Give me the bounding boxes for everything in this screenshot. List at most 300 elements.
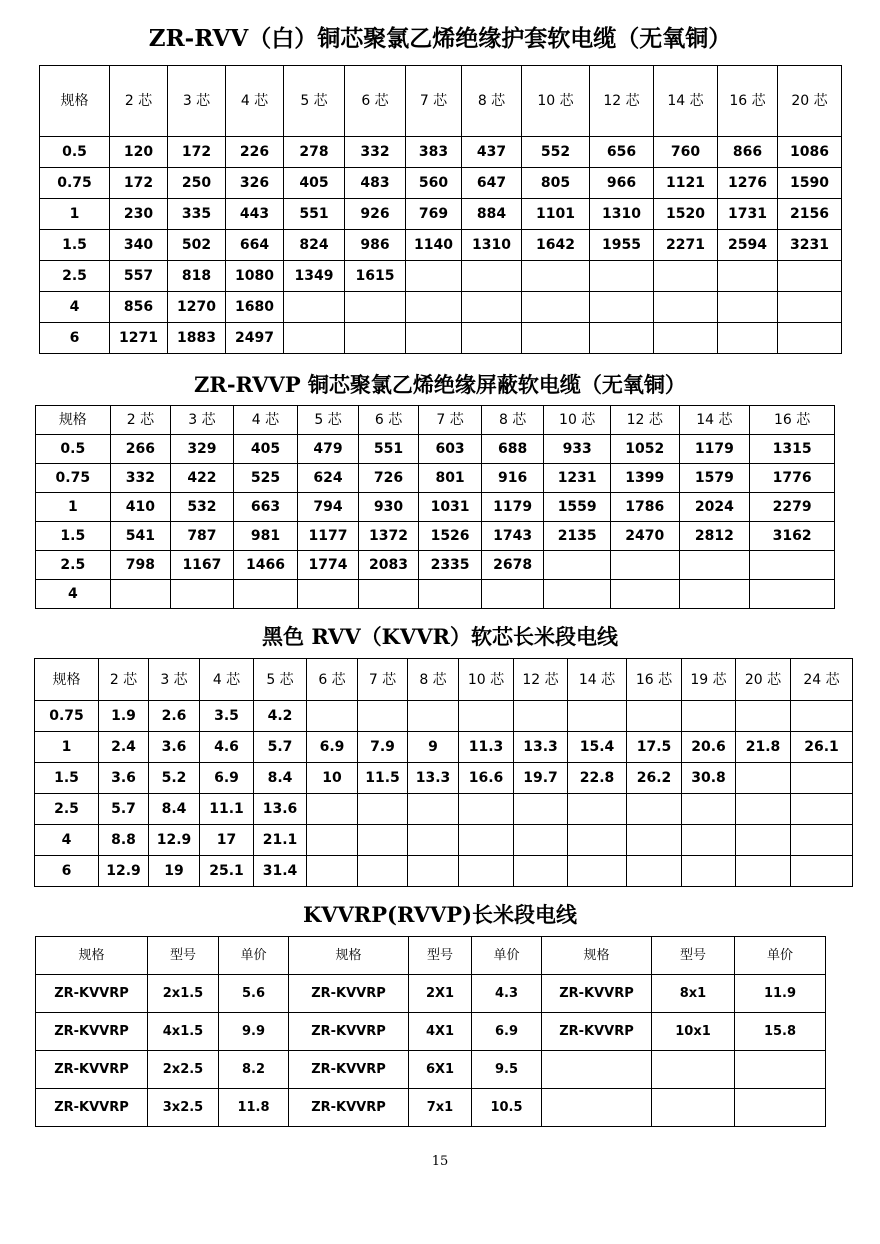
table-cell — [610, 551, 679, 580]
table-cell: 760 — [654, 137, 718, 168]
table-cell: 1315 — [750, 435, 835, 464]
table-cell: 1276 — [718, 168, 778, 199]
column-header: 规格 — [40, 66, 110, 137]
table-cell — [590, 292, 654, 323]
table-cell: 422 — [171, 464, 234, 493]
table-cell: 6.9 — [472, 1013, 542, 1051]
table-cell — [459, 701, 514, 732]
table-row — [35, 856, 853, 887]
table-cell: 17 — [200, 825, 254, 856]
column-header: 19 芯 — [682, 659, 736, 701]
table-cell: 278 — [284, 137, 345, 168]
table-cell: 2470 — [610, 522, 679, 551]
table-cell: 551 — [358, 435, 419, 464]
table-cell: 624 — [298, 464, 359, 493]
table-cell: 405 — [284, 168, 345, 199]
table-cell: 437 — [462, 137, 522, 168]
table-cell: 7.9 — [358, 732, 408, 763]
table-cell — [406, 323, 462, 354]
table-cell: 6.9 — [200, 763, 254, 794]
column-header: 10 芯 — [544, 406, 611, 435]
table-cell: 4.6 — [200, 732, 254, 763]
column-header: 14 芯 — [679, 406, 750, 435]
table-cell: 9 — [408, 732, 459, 763]
section-title: ZR-RVVP 铜芯聚氯乙烯绝缘屏蔽软电缆（无氧铜） — [194, 372, 686, 397]
table-cell: 335 — [168, 199, 226, 230]
table-cell: 4 — [35, 825, 99, 856]
table-cell — [627, 856, 682, 887]
table-cell: 2.4 — [99, 732, 149, 763]
table-cell: 2.5 — [35, 794, 99, 825]
table-cell — [358, 794, 408, 825]
column-header: 8 芯 — [481, 406, 544, 435]
table-cell: 603 — [419, 435, 482, 464]
page-number: 15 — [431, 1154, 449, 1169]
table-row — [36, 464, 835, 493]
table-cell — [627, 825, 682, 856]
table-cell — [679, 551, 750, 580]
column-header: 24 芯 — [791, 659, 853, 701]
table-cell — [568, 701, 627, 732]
table-cell — [718, 323, 778, 354]
table-cell: 2x1.5 — [148, 975, 219, 1013]
table-cell: 1615 — [345, 261, 406, 292]
column-header: 14 芯 — [568, 659, 627, 701]
table-cell: 688 — [481, 435, 544, 464]
table-cell — [459, 856, 514, 887]
table-cell: 1590 — [778, 168, 842, 199]
table-cell — [679, 580, 750, 609]
price-table-zr-rvv — [39, 65, 842, 354]
table-cell: 31.4 — [254, 856, 307, 887]
table-row — [35, 732, 853, 763]
table-cell: 6.9 — [307, 732, 358, 763]
column-header: 16 芯 — [627, 659, 682, 701]
table-cell: 966 — [590, 168, 654, 199]
table-cell: 551 — [284, 199, 345, 230]
table-cell — [542, 1089, 652, 1127]
table-cell: 1466 — [233, 551, 298, 580]
table-cell: 525 — [233, 464, 298, 493]
table-cell: 2678 — [481, 551, 544, 580]
table-cell: ZR-KVVRP — [542, 1013, 652, 1051]
table-cell: 4x1.5 — [148, 1013, 219, 1051]
table-cell: 1271 — [110, 323, 168, 354]
table-cell: 483 — [345, 168, 406, 199]
column-header: 规格 — [36, 937, 148, 975]
table-cell: 647 — [462, 168, 522, 199]
table-cell: 266 — [110, 435, 171, 464]
table-cell: 12.9 — [99, 856, 149, 887]
table-cell: 13.3 — [514, 732, 568, 763]
table-cell: 19.7 — [514, 763, 568, 794]
table-cell — [358, 825, 408, 856]
table-cell — [307, 825, 358, 856]
table-cell: 1 — [35, 732, 99, 763]
table-cell: 1559 — [544, 493, 611, 522]
table-cell: 17.5 — [627, 732, 682, 763]
table-cell — [408, 825, 459, 856]
table-cell: 1526 — [419, 522, 482, 551]
table-cell: 2.5 — [40, 261, 110, 292]
table-cell: 1349 — [284, 261, 345, 292]
table-cell: 3162 — [750, 522, 835, 551]
column-header: 16 芯 — [750, 406, 835, 435]
table-cell: 1086 — [778, 137, 842, 168]
table-cell: 443 — [226, 199, 284, 230]
table-cell: 1743 — [481, 522, 544, 551]
table-cell — [419, 580, 482, 609]
table-cell — [358, 701, 408, 732]
price-table-kvvrp — [35, 936, 826, 1127]
table-cell: 798 — [110, 551, 171, 580]
table-cell — [652, 1089, 735, 1127]
table-cell: ZR-KVVRP — [36, 975, 148, 1013]
column-header: 2 芯 — [110, 406, 171, 435]
table-row — [36, 493, 835, 522]
table-cell: 0.75 — [40, 168, 110, 199]
table-cell: 1 — [36, 493, 111, 522]
table-cell: 560 — [406, 168, 462, 199]
table-cell — [652, 1051, 735, 1089]
column-header: 12 芯 — [590, 66, 654, 137]
column-header: 20 芯 — [778, 66, 842, 137]
table-cell: 552 — [522, 137, 590, 168]
table-cell: 5.2 — [149, 763, 200, 794]
column-header: 14 芯 — [654, 66, 718, 137]
price-table-black-rvv — [34, 658, 853, 887]
table-cell: ZR-KVVRP — [289, 1051, 409, 1089]
table-cell — [778, 323, 842, 354]
table-cell: 1270 — [168, 292, 226, 323]
table-cell: 329 — [171, 435, 234, 464]
table-cell: 1140 — [406, 230, 462, 261]
table-cell: 4.2 — [254, 701, 307, 732]
column-header: 6 芯 — [358, 406, 419, 435]
table-row — [40, 261, 842, 292]
table-cell: 250 — [168, 168, 226, 199]
table-row — [40, 199, 842, 230]
table-cell: 3231 — [778, 230, 842, 261]
table-cell: 1167 — [171, 551, 234, 580]
table-cell — [462, 261, 522, 292]
table-cell: 11.3 — [459, 732, 514, 763]
table-cell: 21.8 — [736, 732, 791, 763]
column-header: 6 芯 — [307, 659, 358, 701]
table-cell: 1.9 — [99, 701, 149, 732]
table-cell: 11.9 — [735, 975, 826, 1013]
column-header: 型号 — [409, 937, 472, 975]
table-cell — [522, 292, 590, 323]
table-cell: 8.8 — [99, 825, 149, 856]
table-cell: ZR-KVVRP — [36, 1013, 148, 1051]
table-cell: 10.5 — [472, 1089, 542, 1127]
table-cell: 20.6 — [682, 732, 736, 763]
table-cell: 410 — [110, 493, 171, 522]
table-cell: 656 — [590, 137, 654, 168]
column-header: 规格 — [289, 937, 409, 975]
column-header: 型号 — [652, 937, 735, 975]
column-header: 5 芯 — [284, 66, 345, 137]
table-cell — [736, 701, 791, 732]
table-cell: 172 — [110, 168, 168, 199]
table-row — [35, 701, 853, 732]
table-cell: ZR-KVVRP — [542, 975, 652, 1013]
table-cell: 1.5 — [35, 763, 99, 794]
table-cell: 9.5 — [472, 1051, 542, 1089]
table-cell: ZR-KVVRP — [289, 1089, 409, 1127]
table-cell: 1786 — [610, 493, 679, 522]
column-header: 4 芯 — [233, 406, 298, 435]
table-cell — [358, 580, 419, 609]
table-row — [40, 230, 842, 261]
table-cell: 2024 — [679, 493, 750, 522]
table-cell — [345, 292, 406, 323]
table-cell: 6 — [35, 856, 99, 887]
table-cell: 120 — [110, 137, 168, 168]
table-cell: 794 — [298, 493, 359, 522]
column-header: 2 芯 — [99, 659, 149, 701]
table-cell: 11.5 — [358, 763, 408, 794]
table-cell: 1177 — [298, 522, 359, 551]
section-title: KVVRP(RVVP)长米段电线 — [302, 902, 578, 927]
table-cell: 801 — [419, 464, 482, 493]
table-cell — [718, 292, 778, 323]
table-cell: 1179 — [481, 493, 544, 522]
column-header: 规格 — [542, 937, 652, 975]
table-cell: 3.6 — [99, 763, 149, 794]
table-cell — [233, 580, 298, 609]
table-row — [40, 168, 842, 199]
table-cell: 2.6 — [149, 701, 200, 732]
table-cell — [481, 580, 544, 609]
table-cell — [408, 701, 459, 732]
table-cell: 21.1 — [254, 825, 307, 856]
table-cell: 4 — [36, 580, 111, 609]
table-cell: 541 — [110, 522, 171, 551]
table-cell — [522, 261, 590, 292]
column-header: 7 芯 — [419, 406, 482, 435]
table-cell: 15.4 — [568, 732, 627, 763]
table-cell — [110, 580, 171, 609]
table-cell: 340 — [110, 230, 168, 261]
table-cell: 1080 — [226, 261, 284, 292]
table-cell — [544, 551, 611, 580]
table-cell — [778, 292, 842, 323]
table-cell — [736, 794, 791, 825]
table-cell: 5.7 — [99, 794, 149, 825]
column-header: 3 芯 — [171, 406, 234, 435]
table-header-row — [36, 406, 835, 435]
table-cell — [791, 794, 853, 825]
table-cell — [459, 794, 514, 825]
table-cell: 1774 — [298, 551, 359, 580]
table-cell: 4.3 — [472, 975, 542, 1013]
column-header: 12 芯 — [514, 659, 568, 701]
table-cell: 532 — [171, 493, 234, 522]
table-cell: 1883 — [168, 323, 226, 354]
table-cell: 26.1 — [791, 732, 853, 763]
table-cell: 1955 — [590, 230, 654, 261]
table-cell: 1 — [40, 199, 110, 230]
table-cell — [307, 856, 358, 887]
table-cell — [307, 701, 358, 732]
column-header: 7 芯 — [358, 659, 408, 701]
table-cell: 884 — [462, 199, 522, 230]
table-cell: 0.75 — [36, 464, 111, 493]
table-cell: 172 — [168, 137, 226, 168]
table-cell: 7x1 — [409, 1089, 472, 1127]
table-cell: 19 — [149, 856, 200, 887]
table-cell: 10x1 — [652, 1013, 735, 1051]
table-row — [36, 580, 835, 609]
table-cell: 2.5 — [36, 551, 111, 580]
table-cell: 3x2.5 — [148, 1089, 219, 1127]
table-cell — [568, 825, 627, 856]
table-cell — [682, 701, 736, 732]
table-cell: ZR-KVVRP — [36, 1051, 148, 1089]
table-cell: 1579 — [679, 464, 750, 493]
table-row — [36, 551, 835, 580]
table-cell — [522, 323, 590, 354]
table-cell: 9.9 — [219, 1013, 289, 1051]
table-cell: 5.7 — [254, 732, 307, 763]
table-cell: 3.6 — [149, 732, 200, 763]
table-cell — [735, 1051, 826, 1089]
table-cell: 11.8 — [219, 1089, 289, 1127]
table-row — [40, 292, 842, 323]
table-cell: 1031 — [419, 493, 482, 522]
table-cell: 2156 — [778, 199, 842, 230]
table-cell — [627, 794, 682, 825]
table-cell — [682, 856, 736, 887]
table-cell — [408, 856, 459, 887]
table-cell: 986 — [345, 230, 406, 261]
table-cell — [514, 794, 568, 825]
table-cell: 25.1 — [200, 856, 254, 887]
table-cell: 0.5 — [36, 435, 111, 464]
table-row — [36, 975, 826, 1013]
table-cell: ZR-KVVRP — [289, 975, 409, 1013]
table-cell — [171, 580, 234, 609]
table-cell: 824 — [284, 230, 345, 261]
table-cell: 930 — [358, 493, 419, 522]
table-cell — [345, 323, 406, 354]
table-cell: ZR-KVVRP — [289, 1013, 409, 1051]
column-header: 单价 — [219, 937, 289, 975]
column-header: 型号 — [148, 937, 219, 975]
table-cell: 11.1 — [200, 794, 254, 825]
column-header: 10 芯 — [522, 66, 590, 137]
table-cell: 15.8 — [735, 1013, 826, 1051]
table-cell: 4 — [40, 292, 110, 323]
table-cell: 1179 — [679, 435, 750, 464]
table-cell — [514, 701, 568, 732]
column-header: 4 芯 — [226, 66, 284, 137]
table-cell: 664 — [226, 230, 284, 261]
table-cell — [514, 825, 568, 856]
table-cell — [750, 551, 835, 580]
column-header: 7 芯 — [406, 66, 462, 137]
table-cell: 22.8 — [568, 763, 627, 794]
table-cell: 332 — [345, 137, 406, 168]
table-cell: 769 — [406, 199, 462, 230]
table-cell — [610, 580, 679, 609]
table-cell: 0.75 — [35, 701, 99, 732]
table-row — [40, 323, 842, 354]
table-cell: 0.5 — [40, 137, 110, 168]
table-cell: 8x1 — [652, 975, 735, 1013]
table-row — [36, 1051, 826, 1089]
table-cell: 2271 — [654, 230, 718, 261]
table-cell: 230 — [110, 199, 168, 230]
table-cell — [736, 856, 791, 887]
table-cell: 2594 — [718, 230, 778, 261]
table-cell: 8.2 — [219, 1051, 289, 1089]
table-cell: 8.4 — [149, 794, 200, 825]
table-cell — [654, 323, 718, 354]
table-cell — [682, 825, 736, 856]
table-cell: 916 — [481, 464, 544, 493]
table-cell: 226 — [226, 137, 284, 168]
table-row — [36, 1089, 826, 1127]
table-cell: 1101 — [522, 199, 590, 230]
table-cell: 26.2 — [627, 763, 682, 794]
table-row — [36, 522, 835, 551]
section-title: 黑色 RVV（KVVR）软芯长米段电线 — [262, 624, 618, 649]
table-cell: 926 — [345, 199, 406, 230]
section-title: ZR-RVV（白）铜芯聚氯乙烯绝缘护套软电缆（无氧铜） — [148, 25, 732, 52]
table-cell — [406, 292, 462, 323]
table-cell: 1310 — [462, 230, 522, 261]
column-header: 6 芯 — [345, 66, 406, 137]
table-row — [36, 435, 835, 464]
column-header: 3 芯 — [168, 66, 226, 137]
column-header: 8 芯 — [462, 66, 522, 137]
column-header: 2 芯 — [110, 66, 168, 137]
table-cell: 8.4 — [254, 763, 307, 794]
column-header: 规格 — [35, 659, 99, 701]
table-cell: 10 — [307, 763, 358, 794]
column-header: 16 芯 — [718, 66, 778, 137]
table-cell — [718, 261, 778, 292]
table-cell: 1520 — [654, 199, 718, 230]
table-cell: 663 — [233, 493, 298, 522]
table-cell — [791, 701, 853, 732]
table-cell: 2279 — [750, 493, 835, 522]
table-cell — [462, 323, 522, 354]
table-row — [35, 763, 853, 794]
table-cell: 981 — [233, 522, 298, 551]
table-cell: 1372 — [358, 522, 419, 551]
table-cell — [307, 794, 358, 825]
table-cell: 13.6 — [254, 794, 307, 825]
table-cell — [590, 261, 654, 292]
column-header: 3 芯 — [149, 659, 200, 701]
table-cell: 1121 — [654, 168, 718, 199]
table-cell — [544, 580, 611, 609]
table-cell: 933 — [544, 435, 611, 464]
table-cell: 2X1 — [409, 975, 472, 1013]
table-row — [35, 825, 853, 856]
table-cell: 2x2.5 — [148, 1051, 219, 1089]
table-cell: 326 — [226, 168, 284, 199]
table-cell: ZR-KVVRP — [36, 1089, 148, 1127]
table-cell: 4X1 — [409, 1013, 472, 1051]
column-header: 10 芯 — [459, 659, 514, 701]
column-header: 4 芯 — [200, 659, 254, 701]
table-cell: 2812 — [679, 522, 750, 551]
